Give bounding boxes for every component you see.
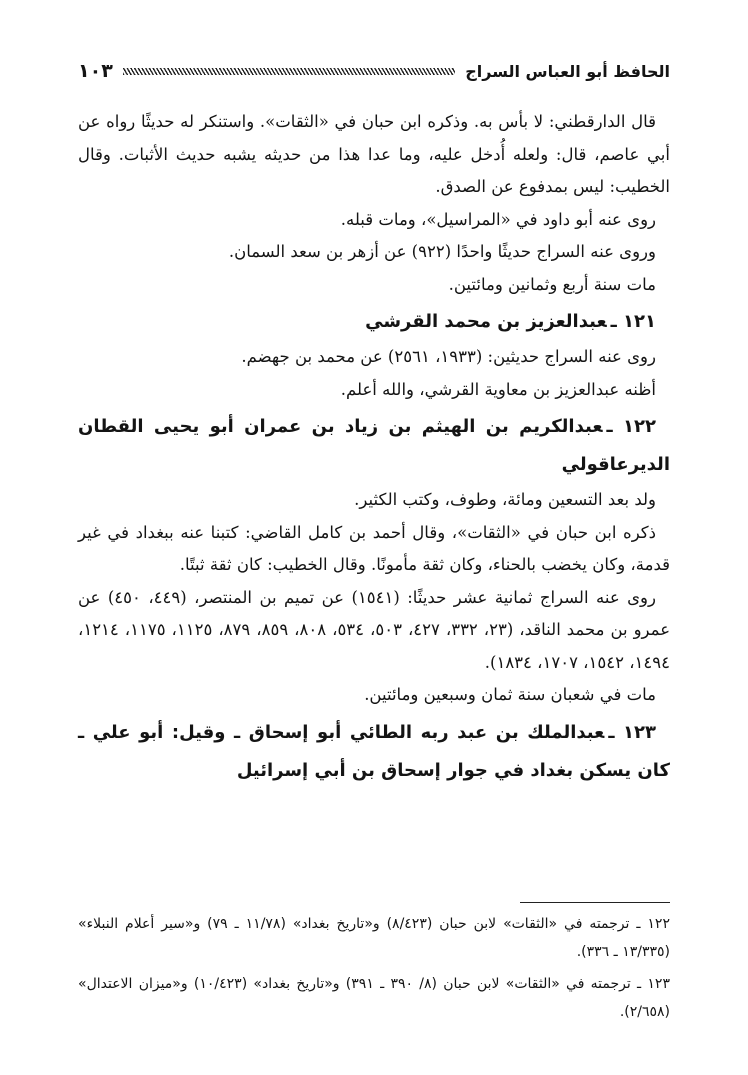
entry-number: ١٢١ ـ [610,311,656,332]
entry-heading-122 [78,408,670,484]
paragraph: وروى عنه السراج حديثًا واحدًا (٩٢٢) عن أزهر بن سعد السمان. [228,242,656,261]
header-decorative-rule [123,68,455,75]
paragraph: قال الدارقطني: لا بأس به. وذكره ابن حبان في «الثقات». واستنكر له حديثًا رواه عن أبي عاصم، قال: ولعله أُدخل عليه، وما عدا هذا من حديثه يشبه حديث الأثبات. وقال الخطيب: ليس بمدفوع عن الصدق. [78,112,670,196]
footnote-123: ١٢٣ ـ ترجمته في «الثقات» لابن حبان (٨/ ٣٩٠ ـ ٣٩١) و«تاريخ بغداد» (١٠/٤٢٣) و«ميزان الاعتدال» (٢/٦٥٨). [78,976,670,1020]
entry-heading-123 [78,714,670,790]
paragraph: روى عنه السراج ثمانية عشر حديثًا: (١٥٤١) عن تميم بن المنتصر، (٤٤٩، ٤٥٠) عن عمرو بن محمد الناقد، (٢٣، ٣٣٢، ٤٢٧، ٥٠٣، ٥٣٤، ٨٠٨، ٨٥٩، ٨٧٩، ١١٢٥، ١١٧٥، ١٢١٤، ١٤٩٤، ١٥٤٢، ١٧٠٧، ١٨٣٤). [78,587,671,672]
footnote-separator [520,902,670,903]
entry-number: ١٢٢ ـ [606,416,656,437]
entry-name: عبدالكريم بن الهيثم بن زياد بن عمران أبو يحيى القطان الديرعاقولي [78,416,670,475]
paragraph: أظنه عبدالعزيز بن معاوية القرشي، والله أعلم. [340,379,656,399]
paragraph: روى عنه السراج حديثين: (١٩٣٣، ٢٥٦١) عن محمد بن جهضم. [241,347,656,366]
footnotes [78,910,670,1026]
main-text [78,106,670,790]
page-header [78,54,670,88]
paragraph: ولد بعد التسعين ومائة، وطوف، وكتب الكثير. [354,490,656,509]
entry-number: ١٢٣ ـ [608,721,656,743]
entry-name: عبدالعزيز بن محمد القرشي [365,311,607,332]
entry-name: عبدالملك بن عبد ربه الطائي أبو إسحاق ـ وقيل: أبو علي ـ كان يسكن بغداد في جوار إسحاق بن أبي إسرائيل [78,721,670,781]
paragraph: مات في شعبان سنة ثمان وسبعين ومائتين. [364,685,656,704]
running-title: الحافظ أبو العباس السراج [465,61,670,81]
paragraph: ذكره ابن حبان في «الثقات»، وقال أحمد بن كامل القاضي: كتبنا عنه ببغداد في غير قدمة، وكان يخضب بالحناء، وكان ثقة مأمونًا. وقال الخطيب: كان ثقة ثبتًا. [78,522,670,574]
footnote-122: ١٢٢ ـ ترجمته في «الثقات» لابن حبان (٨/٤٢٣) و«تاريخ بغداد» (١١/٧٨ ـ ٧٩) و«سير أعلام النبلاء» (١٣/٣٣٥ ـ ٣٣٦). [78,916,670,960]
page-number: ١٠٣ [78,60,113,82]
paragraph: مات سنة أربع وثمانين ومائتين. [448,274,656,294]
paragraph: روى عنه أبو داود في «المراسيل»، ومات قبله. [340,209,656,229]
entry-heading-121 [78,303,670,341]
